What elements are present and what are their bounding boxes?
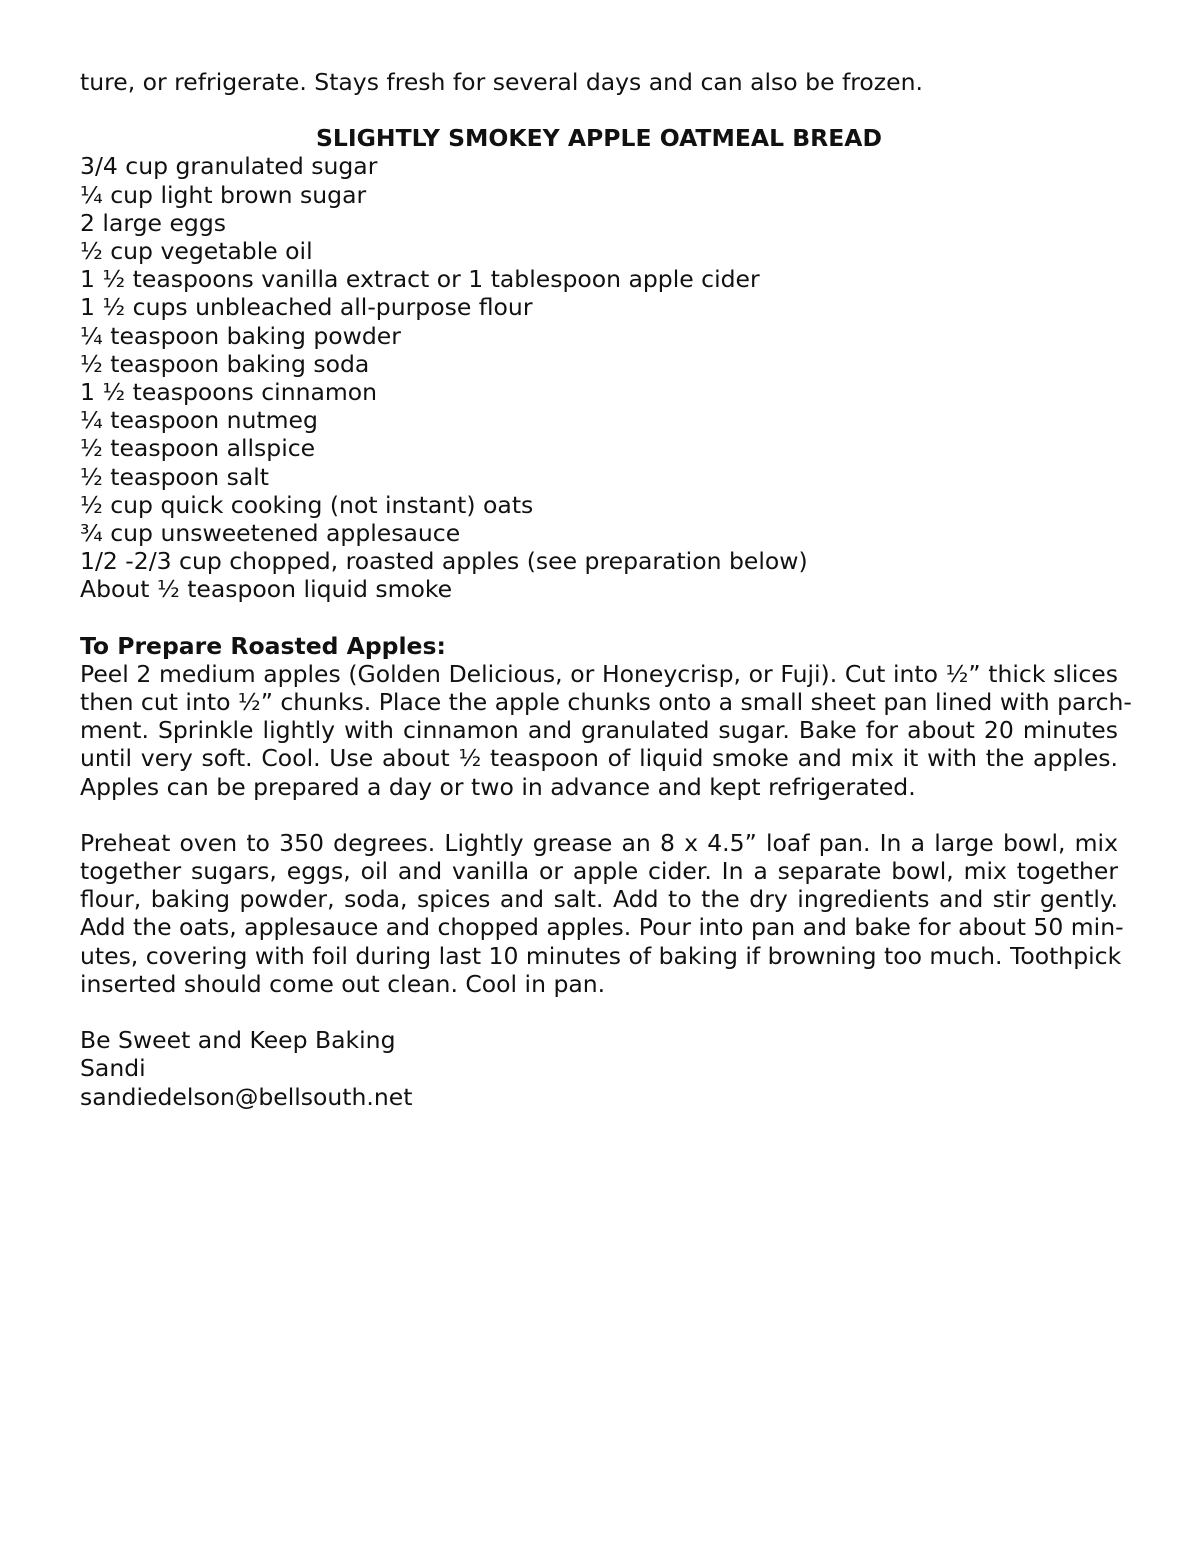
ingredient-item: ½ teaspoon salt <box>80 462 269 491</box>
ingredient-item: ½ cup quick cooking (not instant) oats <box>80 490 534 519</box>
paragraph-line: ment. Sprinkle lightly with cinnamon and granulated sugar. Bake for about 20 minutes <box>80 716 1118 745</box>
ingredient-item: ½ teaspoon allspice <box>80 434 316 463</box>
paragraph-line: Add the oats, applesauce and chopped apples. Pour into pan and bake for about 50 min- <box>80 913 1124 942</box>
ingredient-item: 3/4 cup granulated sugar <box>80 152 378 181</box>
ingredient-item: ¾ cup unsweetened applesauce <box>80 519 461 548</box>
paragraph-line: Peel 2 medium apples (Golden Delicious, or Honeycrisp, or Fuji). Cut into ½” thick slices <box>80 659 1118 688</box>
instructions-paragraph <box>80 828 1124 998</box>
paragraph-line: flour, baking powder, soda, spices and salt. Add to the dry ingredients and stir gently. <box>80 885 1118 914</box>
paragraph-line: utes, covering with foil during last 10 minutes of baking if browning too much. Toothpick <box>80 941 1122 970</box>
ingredient-list <box>80 152 1118 603</box>
ingredient-item: 1/2 -2/3 cup chopped, roasted apples (see preparation below) <box>80 547 808 576</box>
ingredient-item: ¼ teaspoon nutmeg <box>80 406 318 435</box>
intro-line: ture, or refrigerate. Stays fresh for several days and can also be frozen. <box>80 68 923 96</box>
recipe-title: SLIGHTLY SMOKEY APPLE OATMEAL BREAD <box>315 124 882 153</box>
ingredient-item: 1 ½ teaspoons vanilla extract or 1 tablespoon apple cider <box>80 265 760 294</box>
ingredient-item: 2 large eggs <box>80 208 226 237</box>
recipe-page <box>80 68 1132 1111</box>
paragraph-line: then cut into ½” chunks. Place the apple chunks onto a small sheet pan lined with parch- <box>80 688 1132 717</box>
ingredient-item: About ½ teaspoon liquid smoke <box>80 575 453 604</box>
roasted-apples-paragraph <box>80 659 1132 801</box>
paragraph-line: Apples can be prepared a day or two in advance and kept refrigerated. <box>80 772 916 801</box>
paragraph-line: together sugars, eggs, oil and vanilla or apple cider. In a separate bowl, mix together <box>80 857 1118 886</box>
ingredient-item: ½ teaspoon baking soda <box>80 349 370 378</box>
ingredient-item: ¼ teaspoon baking powder <box>80 321 401 350</box>
ingredient-item: 1 ½ cups unbleached all-purpose flour <box>80 293 533 322</box>
ingredient-item: ½ cup vegetable oil <box>80 237 313 266</box>
signoff <box>80 1026 1118 1111</box>
paragraph-spacer <box>80 998 1118 1026</box>
ingredient-item: ¼ cup light brown sugar <box>80 180 367 209</box>
paragraph-line: Preheat oven to 350 degrees. Lightly grease an 8 x 4.5” loaf pan. In a large bowl, mix <box>80 828 1118 857</box>
author-name: Sandi <box>80 1054 146 1083</box>
paragraph-line: inserted should come out clean. Cool in pan. <box>80 969 606 998</box>
ingredient-item: 1 ½ teaspoons cinnamon <box>80 378 378 407</box>
closing-line: Be Sweet and Keep Baking <box>80 1026 396 1055</box>
paragraph-line: until very soft. Cool. Use about ½ teaspoon of liquid smoke and mix it with the apples. <box>80 744 1118 773</box>
paragraph-spacer <box>80 801 1118 829</box>
roasted-apples-heading: To Prepare Roasted Apples: <box>80 631 446 660</box>
author-email: sandiedelson@bellsouth.net <box>80 1082 413 1111</box>
